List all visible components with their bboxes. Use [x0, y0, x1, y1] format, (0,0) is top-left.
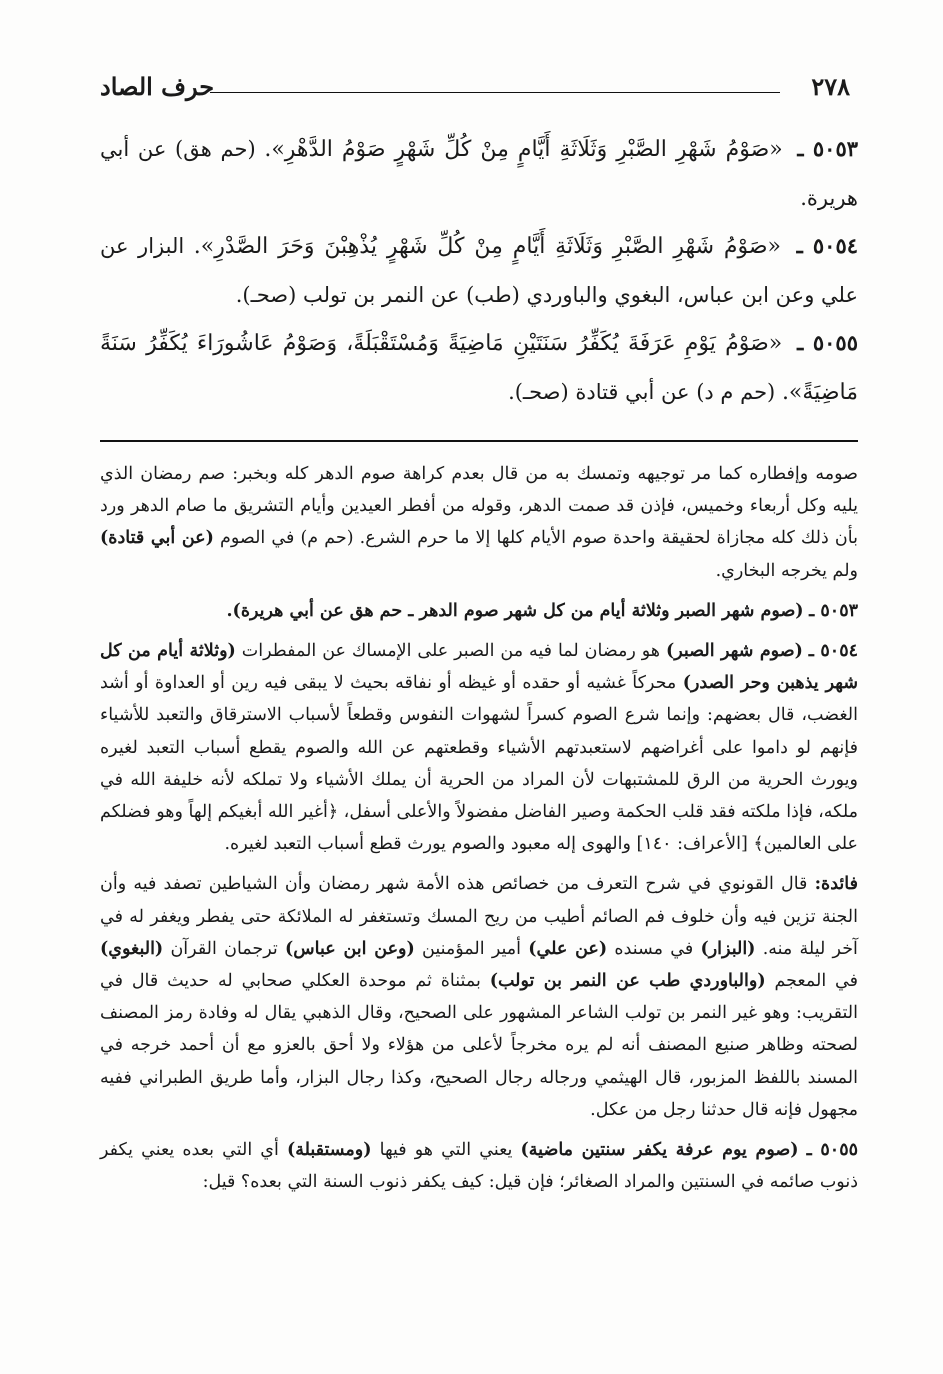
- page-header: [100, 72, 850, 104]
- footnote-divider: [100, 440, 858, 442]
- commentary-section: [100, 458, 858, 1206]
- commentary-paragraph-5053: [100, 595, 858, 627]
- commentary-bold-text: (صوم شهر الصبر وثلاثة أيام من كل شهر صوم الدهر ـ حم هق عن أبي هريرة).: [226, 600, 804, 621]
- commentary-text: ترجمان القرآن: [170, 938, 278, 959]
- commentary-bold-text: (وعن ابن عباس): [284, 938, 415, 959]
- header-rule: [210, 92, 780, 93]
- commentary-bold-text: (عن علي): [528, 938, 608, 959]
- commentary-bold-text: (ومستقبلة): [286, 1140, 372, 1161]
- commentary-text: قال القونوي في شرح التعرف من خصائص هذه الأمة شهر رمضان وأن الشياطين تصفد فيه وأن الجنة تزين فيه وأن خلوف فم الصائم أطيب من ريح المسك وتستغفر له الملائكة حتى يفطر ويغفر له في آخر ليلة منه.: [100, 874, 858, 959]
- commentary-bold-text: (البزار): [700, 938, 756, 959]
- commentary-paragraph: [100, 458, 858, 587]
- commentary-paragraph-5055: [100, 1134, 858, 1198]
- commentary-number: ٥٠٥٤ ـ: [808, 641, 858, 662]
- commentary-text: هو رمضان لما فيه من الصبر على الإمساك عن المفطرات: [241, 641, 661, 662]
- page-number: ٢٧٨: [811, 72, 850, 101]
- hadith-entry-5054: [100, 222, 858, 319]
- commentary-text: يعني التي هو فيها: [379, 1140, 513, 1161]
- running-head: حرف الصاد: [100, 72, 215, 101]
- hadith-text: «صَوْمُ شَهْرِ الصَّبْرِ وَثَلَاثَةِ أَيَّامٍ مِنْ كُلِّ شَهْرٍ صَوْمُ الدَّهْرِ».: [264, 137, 783, 162]
- hadith-source: (حم هق) عن أبي هريرة.: [100, 137, 858, 210]
- hadith-entry-5053: [100, 125, 858, 222]
- commentary-bold-text: (وثلاثة أيام من كل شهر يذهبن وحر الصدر): [100, 641, 858, 694]
- hadith-section: [100, 125, 858, 417]
- hadith-source: البزار عن علي وعن ابن عباس، البغوي والباوردي (طب) عن النمر بن تولب (صحـ).: [100, 234, 858, 307]
- commentary-paragraph-note: [100, 868, 858, 1126]
- commentary-text: أي التي بعده يعني يكفر ذنوب صائمه في السنتين والمراد الصغائر؛ فإن قيل: كيف يكفر ذنوب السنة التي بعده؟ قيل:: [100, 1140, 858, 1193]
- commentary-bold-text: (عن أبي قتادة): [100, 528, 214, 549]
- hadith-source: (حم م د) عن أبي قتادة (صحـ).: [508, 380, 776, 404]
- commentary-text: في مسنده: [614, 938, 694, 959]
- hadith-number: ٥٠٥٣ ـ: [797, 136, 859, 161]
- hadith-text: «صَوْمُ شَهْرِ الصَّبْرِ وَثَلَاثَةِ أَيَّامٍ مِنْ كُلِّ شَهْرٍ يُذْهِبْنَ وَحَرَ الصَّدْرِ».: [193, 234, 782, 259]
- hadith-number: ٥٠٥٤ ـ: [796, 233, 859, 258]
- commentary-bold-text: فائدة:: [814, 874, 858, 895]
- commentary-text: بمثناة ثم موحدة العكلي صحابي له حديث قال في التقريب: وهو غير النمر بن تولب الشاعر المشهور على الصحيح، وقال الذهبي يقال له وفادة رمز المصنف لصحته وظاهر صنيع المصنف أنه لم يره مخرجاً لأعلى من هؤلاء ولا أحق بالعزو مع أن أحمد خرجه في المسند باللفظ المزبور، قال الهيثمي ورجاله رجال الصحيح، وكذا رجال البزار، وأما طريق الطبراني ففيه مجهول فإنه قال حدثنا رجل من عكل.: [100, 971, 858, 1120]
- commentary-text: محركاً غشيه أو حقده أو غيظه أو نفاقه بحيث لا يبقى فيه رين أو العداوة أو أشد الغضب، قال بعضهم: وإنما شرع الصوم كسراً لشهوات النفوس وقطعاً لأسباب الاسترقاق والتعبد للأشياء فإنهم لو داموا على أغراضهم لاستعبدتهم الأشياء وقطعتهم عن الله والصوم يقطع أسباب التعبد لغيره ويورث الحرية من الرق للمشتبهات لأن المراد من الحرية أن يملك الأشياء ولا تملكه لأنه خليفة الله في ملكه، فإذا ملكته فقد قلب الحكمة وصير الفاضل مفضولاً والأعلى أسفل، ﴿أغير الله أبغيكم إلهاً وهو فضلكم على العالمين﴾ [الأعراف: ١٤٠] والهوى إله معبود والصوم يورث قطع أسباب التعبد لغيره.: [100, 673, 858, 855]
- commentary-number: ٥٠٥٥ ـ: [806, 1140, 858, 1161]
- commentary-text: ولم يخرجه البخاري.: [715, 560, 858, 581]
- hadith-number: ٥٠٥٥ ـ: [797, 330, 858, 355]
- commentary-number: ٥٠٥٣ ـ: [809, 600, 858, 621]
- commentary-paragraph-5054: [100, 635, 858, 860]
- commentary-text: صومه وإفطاره كما مر توجيهه وتمسك به من قال بعدم كراهة صوم الدهر كله وبخبر: صم رمضان الذي يليه وكل أربعاء وخميس، فإذن قد صمت الدهر، وقوله من أفطر العيدين وأيام التشريق ما صام الدهر ورد بأن ذلك كله مجازاة لحقيقة واحدة صوم الأيام كلها إلا ما حرم الشرع. (حم م) في الصوم: [100, 464, 858, 549]
- hadith-text: «صَوْمُ يَوْمِ عَرَفَةَ يُكَفِّرُ سَنَتَيْنِ مَاضِيَةً وَمُسْتَقْبَلَةً، وَصَوْمُ عَاشُورَاءَ يُكَفِّرُ سَنَةً مَاضِيَةً».: [100, 331, 858, 405]
- commentary-bold-text: (والباوردي طب عن النمر بن تولب): [489, 971, 766, 992]
- commentary-text: أمير المؤمنين: [422, 938, 522, 959]
- commentary-bold-text: (صوم يوم عرفة يكفر سنتين ماضية): [520, 1140, 799, 1161]
- hadith-entry-5055: [100, 319, 858, 417]
- commentary-bold-text: (صوم شهر الصبر): [665, 641, 803, 662]
- commentary-bold-text: (البغوي): [100, 938, 164, 959]
- commentary-text: في المعجم: [774, 971, 858, 992]
